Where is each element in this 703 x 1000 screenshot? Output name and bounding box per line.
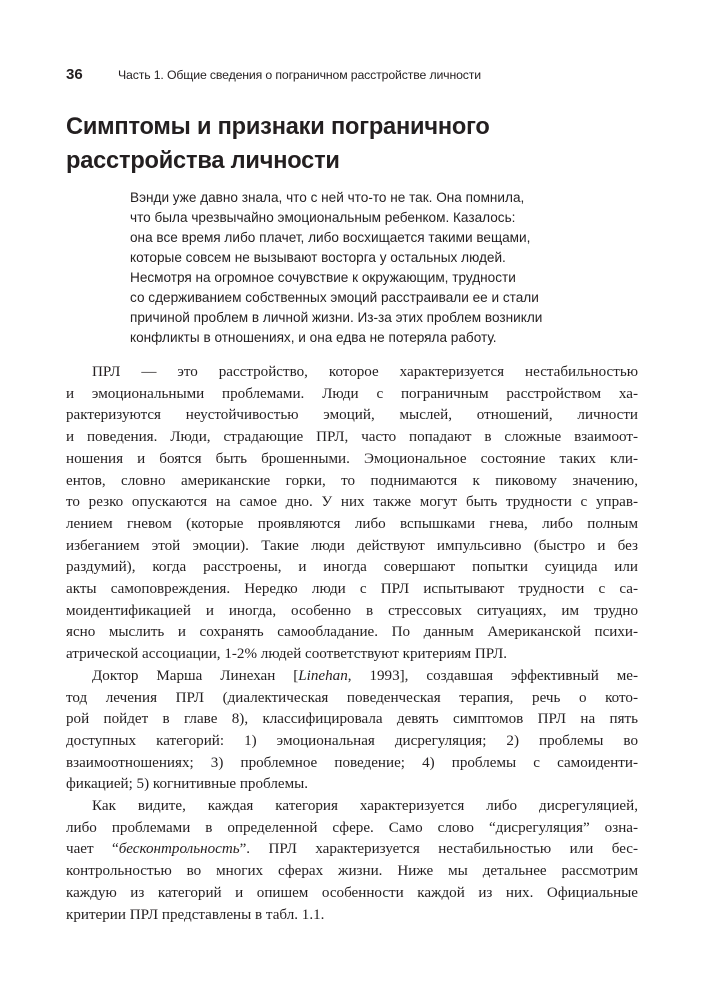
body-text [66,362,638,926]
text-line: доступных категорий: 1) эмоциональная дисрегуляция; 2) проблемы во [66,732,638,749]
text-line: то резко опускаются на самое дно. У них также могут быть трудности с управ- [66,494,638,511]
emphasized-term: бесконтрольность [118,841,240,858]
text-line: Как видите, каждая категория характеризуется либо дисрегуляцией, [92,798,638,815]
section-title [66,110,636,178]
text-line: рой пойдет в главе 8), классифицировала девять симптомов ПРЛ на пять [66,711,638,728]
epigraph-line: Вэнди уже давно знала, что с ней что-то не так. Она помнила, [130,190,525,205]
text-line: и поведения. Люди, страдающие ПРЛ, часто попадают в сложные взаимоот- [66,429,638,446]
epigraph-line: которые совсем не вызывают восторга у остальных людей. [130,250,506,265]
text-line: ентов, словно американские горки, то поднимаются к пиковому значению, [66,472,638,489]
text-line: ясно мыслить и сохранять самообладание. По данным Американской психи- [66,624,638,641]
epigraph-line: Несмотря на огромное сочувствие к окружающим, трудности [130,270,516,285]
text-line: и эмоциональными проблемами. Люди с пограничным расстройством ха- [66,385,638,402]
section-title-line-1: Симптомы и признаки пограничного [66,114,490,140]
text-fragment: Доктор Марша Линехан [ [92,667,299,684]
epigraph-line: что была чрезвычайно эмоциональным ребенком. Казалось: [130,210,516,225]
text-line: критерии ПРЛ представлены в табл. 1.1. [66,906,325,923]
paragraph-2 [66,666,638,796]
text-line: ПРЛ — это расстройство, которое характеризуется нестабильностью [92,364,638,380]
running-title: Часть 1. Общие сведения о пограничном расстройстве личности [118,68,481,82]
text-line: фикацией; 5) когнитивные проблемы. [66,776,309,793]
text-line: рактеризуются неустойчивостью эмоций, мыслей, отношений, личности [66,407,638,424]
text-fragment: чает “ [66,841,119,858]
text-fragment: , 1993], создавшая эффективный ме- [347,667,638,684]
text-line: акты самоповреждения. Нередко люди с ПРЛ испытывают трудности с са- [66,581,638,598]
epigraph-line: причиной проблем в личной жизни. Из-за этих проблем возникли [130,310,543,325]
page-number: 36 [66,66,83,83]
epigraph-line: со сдерживанием собственных эмоций расстраивали ее и стали [130,290,539,305]
case-example-epigraph [130,188,550,348]
text-line: моидентификацией и иногда, особенно в стрессовых ситуациях, им трудно [66,602,638,619]
text-line: избеганием этой эмоции). Такие люди действуют импульсивно (быстро и без [66,537,638,554]
epigraph-line: она все время либо плачет, либо восхищается такими вещами, [130,230,531,245]
text-line: атрической ассоциации, 1-2% людей соответствуют критериям ПРЛ. [66,646,507,663]
text-fragment: ”. ПРЛ характеризуется нестабильностью или бес- [239,841,638,858]
epigraph-line: конфликты в отношениях, и она едва не потеряла работу. [130,330,497,345]
running-header [66,66,636,86]
paragraph-3 [66,796,638,926]
text-line: тод лечения ПРЛ (диалектическая поведенческая терапия, речь о кото- [66,689,638,706]
text-line: раздумий), когда расстроены, и иногда совершают попытки суицида или [66,559,638,576]
text-line: либо проблемами в определенной сфере. Само слово “дисрегуляция” озна- [66,819,638,836]
text-line: контрольностью во многих сферах жизни. Ниже мы детальнее рассмотрим [66,863,638,880]
text-line: лением гневом (которые проявляются либо вспышками гнева, либо полным [66,515,638,532]
text-line [66,839,638,861]
book-page [66,66,636,926]
paragraph-1 [66,362,638,666]
text-line: ношения и боятся быть брошенными. Эмоциональное состояние таких кли- [66,450,638,467]
text-line [66,666,638,688]
text-line: каждую из категорий и опишем особенности каждой из них. Официальные [66,884,638,901]
section-title-line-2: расстройства личности [66,148,340,174]
text-line: взаимоотношениях; 3) проблемное поведение; 4) проблемы с самоиденти- [66,754,638,771]
citation-author: Linehan [298,667,348,684]
